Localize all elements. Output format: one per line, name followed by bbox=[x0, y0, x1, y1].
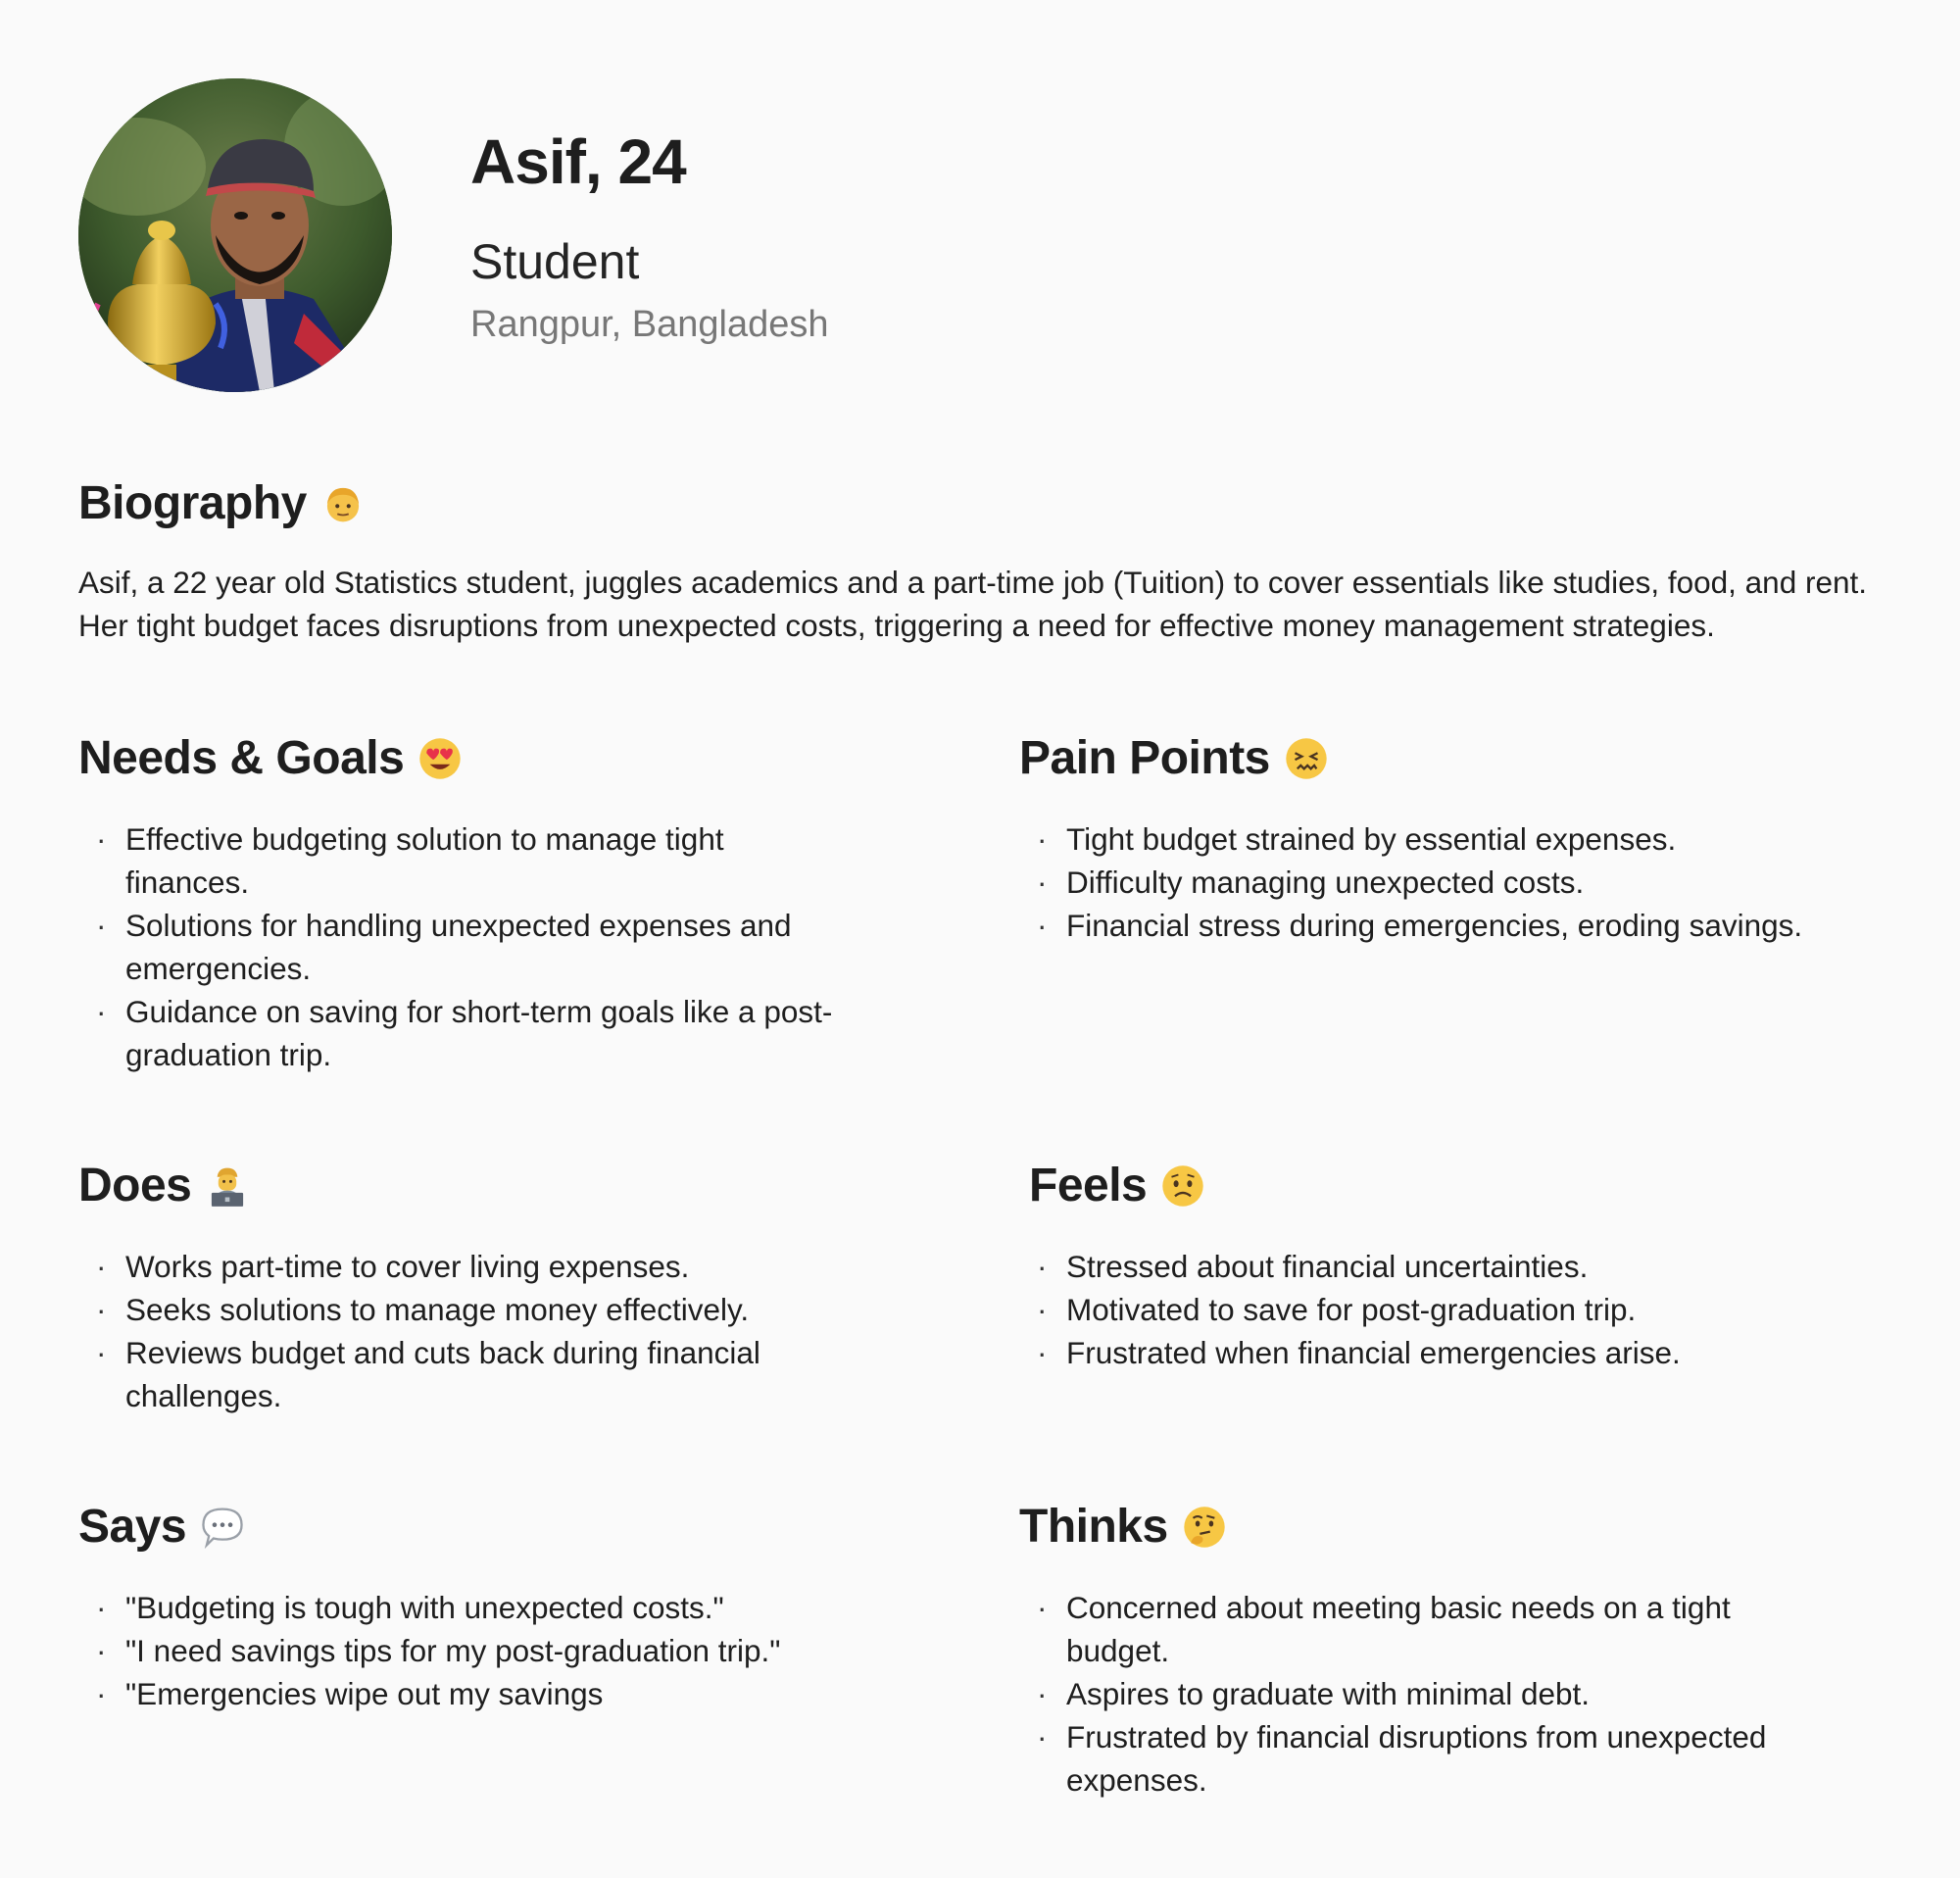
biography-title: Biography bbox=[78, 477, 307, 529]
says-list bbox=[78, 1586, 921, 1715]
says-title: Says bbox=[78, 1501, 187, 1553]
thinks-heading bbox=[1019, 1500, 1227, 1554]
biography-heading bbox=[78, 476, 366, 530]
confounded-emoji-icon bbox=[1284, 736, 1329, 781]
man-emoji-icon bbox=[320, 481, 366, 526]
list-item: · Seeks solutions to manage money effectively. bbox=[78, 1288, 843, 1331]
feels-heading bbox=[1029, 1159, 1205, 1212]
technologist-emoji-icon bbox=[205, 1163, 250, 1209]
list-item: · Reviews budget and cuts back during financial challenges. bbox=[78, 1331, 843, 1417]
does-title: Does bbox=[78, 1160, 192, 1211]
needs-goals-list bbox=[78, 817, 843, 1076]
list-item: · Frustrated when financial emergencies arise. bbox=[1019, 1331, 1901, 1374]
profile-photo bbox=[78, 78, 392, 392]
pain-points-list bbox=[1019, 817, 1901, 947]
list-item: · Difficulty managing unexpected costs. bbox=[1019, 861, 1901, 904]
list-item: · Works part-time to cover living expenses. bbox=[78, 1245, 843, 1288]
thinks-list bbox=[1019, 1586, 1823, 1802]
pain-points-title: Pain Points bbox=[1019, 732, 1270, 784]
needs-goals-heading bbox=[78, 731, 463, 785]
biography-text: Asif, a 22 year old Statistics student, juggles academics and a part-time job (Tuition) to cover essentials like studies, food, and rent. Her tight budget faces disruptions from unexpected costs, triggering a need for effective money management strategies. bbox=[78, 565, 1868, 643]
persona-name: Asif, 24 bbox=[470, 126, 686, 197]
list-item: · Stressed about financial uncertainties. bbox=[1019, 1245, 1901, 1288]
list-item: · Motivated to save for post-graduation trip. bbox=[1019, 1288, 1901, 1331]
says-heading bbox=[78, 1500, 245, 1554]
list-item: · Aspires to graduate with minimal debt. bbox=[1019, 1672, 1823, 1715]
list-item: · "I need savings tips for my post-graduation trip." bbox=[78, 1629, 921, 1672]
feels-title: Feels bbox=[1029, 1160, 1148, 1211]
list-item: · Guidance on saving for short-term goals like a post-graduation trip. bbox=[78, 990, 843, 1076]
list-item: · Tight budget strained by essential expenses. bbox=[1019, 817, 1901, 861]
feels-list bbox=[1019, 1245, 1901, 1374]
heart-eyes-emoji-icon bbox=[417, 736, 463, 781]
speech-bubble-emoji-icon bbox=[200, 1505, 245, 1550]
list-item: · Financial stress during emergencies, eroding savings. bbox=[1019, 904, 1901, 947]
thinks-title: Thinks bbox=[1019, 1501, 1168, 1553]
list-item: · Frustrated by financial disruptions from unexpected expenses. bbox=[1019, 1715, 1823, 1802]
does-heading bbox=[78, 1159, 250, 1212]
avatar bbox=[78, 78, 392, 392]
list-item: · Effective budgeting solution to manage tight finances. bbox=[78, 817, 843, 904]
worried-emoji-icon bbox=[1160, 1163, 1205, 1209]
does-list bbox=[78, 1245, 843, 1417]
persona-location: Rangpur, Bangladesh bbox=[470, 304, 829, 345]
list-item: · Concerned about meeting basic needs on a tight budget. bbox=[1019, 1586, 1823, 1672]
list-item: · "Emergencies wipe out my savings bbox=[78, 1672, 921, 1715]
thinking-emoji-icon bbox=[1182, 1505, 1227, 1550]
list-item: · Solutions for handling unexpected expenses and emergencies. bbox=[78, 904, 843, 990]
list-item: · "Budgeting is tough with unexpected costs." bbox=[78, 1586, 921, 1629]
needs-goals-title: Needs & Goals bbox=[78, 732, 405, 784]
persona-role: Student bbox=[470, 234, 640, 289]
pain-points-heading bbox=[1019, 731, 1329, 785]
